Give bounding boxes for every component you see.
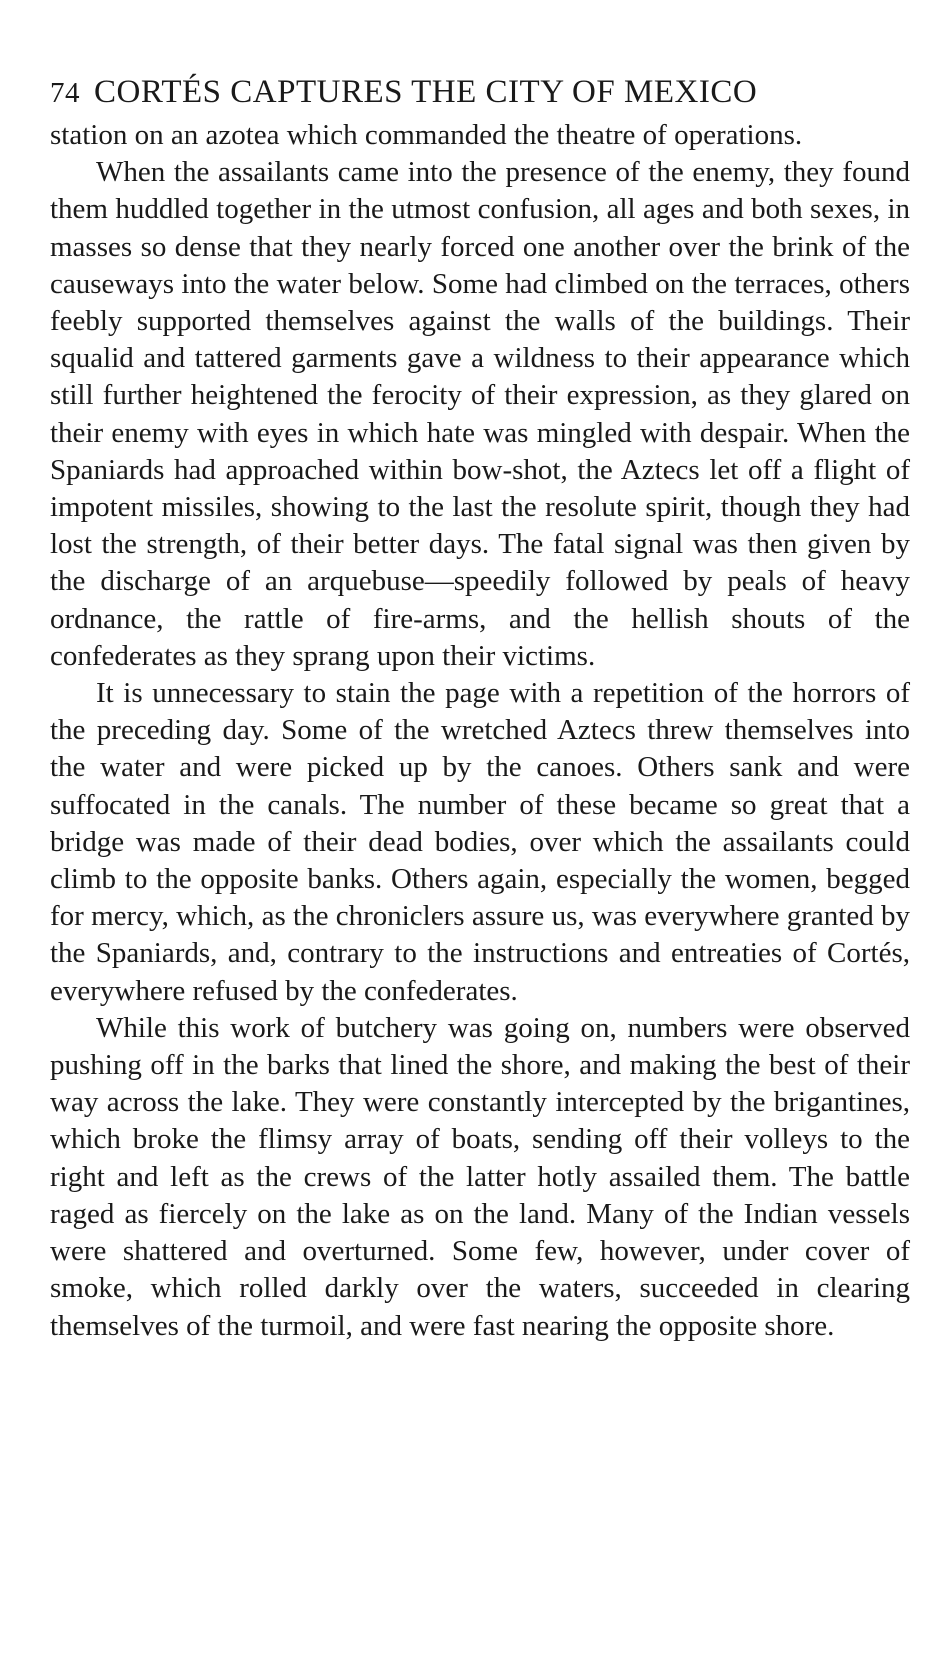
book-page: [50, 70, 910, 1345]
paragraph: It is unnecessary to stain the page with a repetition of the horrors of the preceding day. Some of the wretched Aztecs threw themselves into the water and were picked up by the canoes. Others sank and were suffocated in the canals. The number of these became so great that a bridge was made of their dead bodies, over which the assailants could climb to the opposite banks. Others again, especially the women, begged for mercy, which, as the chroniclers assure us, was everywhere granted by the Spaniards, and, contrary to the instructions and entreaties of Cortés, everywhere refused by the confederates.: [50, 677, 910, 1007]
paragraph: While this work of butchery was going on, numbers were observed pushing off in the barks that lined the shore, and making the best of their way across the lake. They were constantly intercepted by the brigantines, which broke the flimsy array of boats, sending off their volleys to the right and left as the crews of the latter hotly assailed them. The battle raged as fiercely on the lake as on the land. Many of the Indian vessels were shattered and overturned. Some few, however, under cover of smoke, which rolled darkly over the waters, succeeded in clearing themselves of the turmoil, and were fast nearing the opposite shore.: [50, 1011, 910, 1342]
page-number: 74: [50, 77, 80, 109]
paragraph: When the assailants came into the presence of the enemy, they found them huddled together in the utmost confusion, all ages and both sexes, in masses so dense that they nearly forced one another over the brink of the causeways into the water below. Some had climbed on the terraces, others feebly supported themselves against the walls of the buildings. Their squalid and tattered garments gave a wildness to their appearance which still further heightened the ferocity of their expression, as they glared on their enemy with eyes in which hate was mingled with despair. When the Spaniards had approached within bow-shot, the Aztecs let off a flight of impotent missiles, showing to the last the resolute spirit, though they had lost the strength, of their better days. The fatal signal was then given by the discharge of an arquebuse—speedily followed by peals of heavy ordnance, the rattle of fire-arms, and the hellish shouts of the confederates as they sprang upon their victims.: [50, 156, 910, 672]
paragraph-continuation: station on an azotea which commanded the theatre of operations.: [50, 119, 803, 151]
running-head: [50, 70, 910, 115]
running-title: CORTÉS CAPTURES THE CITY OF MEXICO: [94, 74, 758, 110]
body-text: [50, 117, 910, 1345]
